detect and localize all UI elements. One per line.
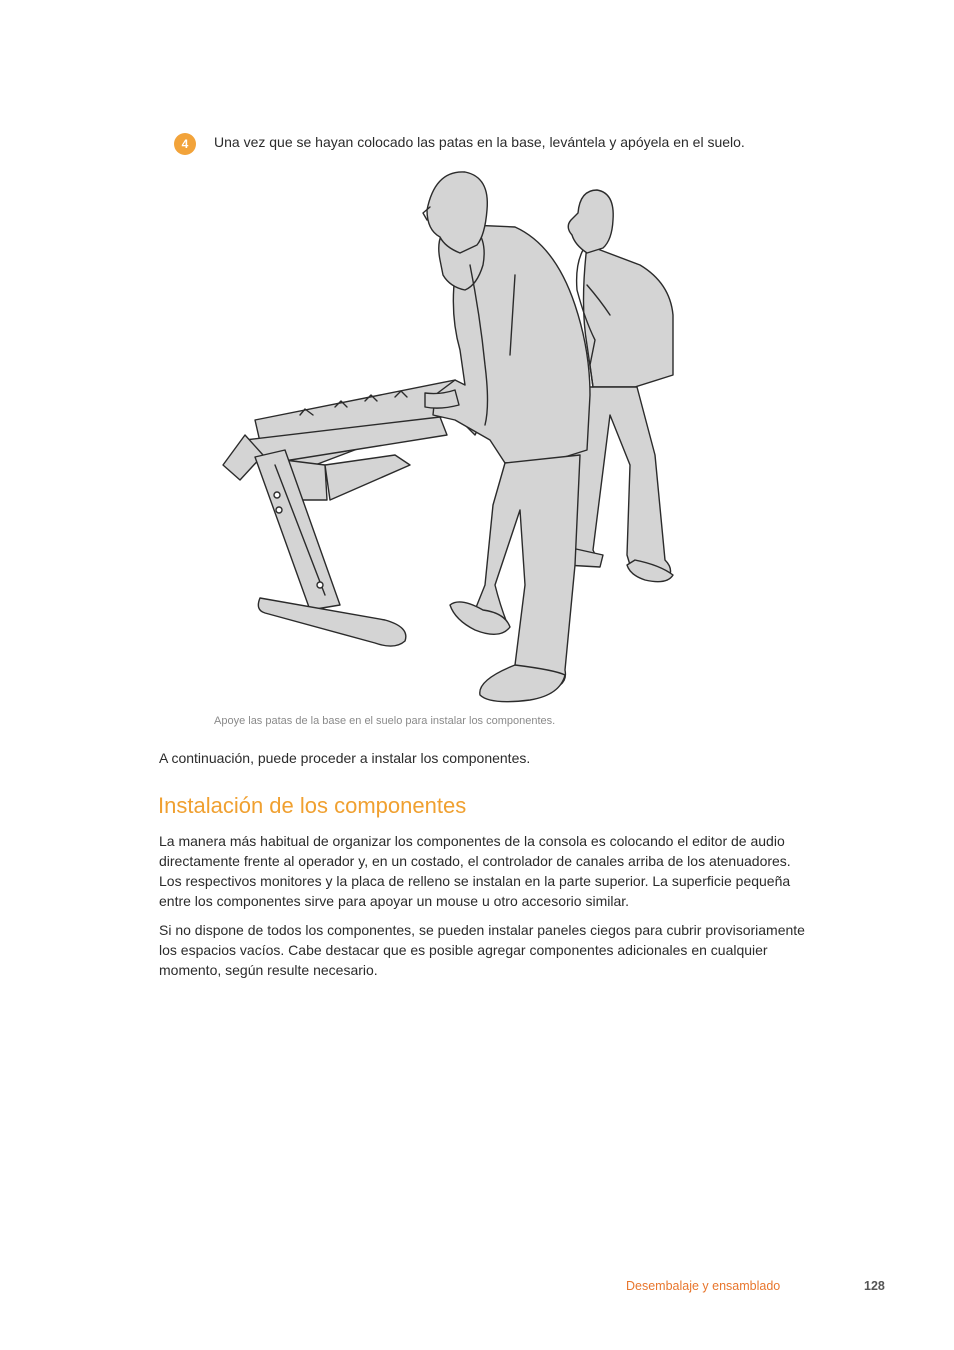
- page-number: 128: [864, 1279, 885, 1293]
- step-number-badge: 4: [174, 133, 196, 155]
- front-person: [423, 172, 590, 702]
- body-paragraph: Si no dispone de todos los componentes, se pueden instalar paneles ciegos para cubrir provisoriamente los espacios vacíos. Cabe destacar que es posible agregar componentes adicionales en cualquier momento, según resulte necesario.: [159, 922, 805, 978]
- footer-section-link[interactable]: Desembalaje y ensamblado: [626, 1279, 781, 1293]
- assembly-illustration: [215, 165, 690, 710]
- step-instruction: Una vez que se hayan colocado las patas en la base, levántela y apóyela en el suelo.: [214, 134, 745, 150]
- section-heading: Instalación de los componentes: [158, 793, 467, 818]
- intro-paragraph: A continuación, puede proceder a instalar los componentes.: [159, 750, 531, 766]
- body-paragraph: La manera más habitual de organizar los componentes de la consola es colocando el editor de audio directamente frente al operador y, en un costado, el controlador de canales arriba de los atenuadores. Los respectivos monitores y la placa de relleno se instalan en la parte superior. La superficie pequeña entre los componentes sirve para apoyar un mouse u otro accesorio similar.: [159, 833, 791, 909]
- figure-caption: Apoye las patas de la base en el suelo para instalar los componentes.: [214, 715, 556, 727]
